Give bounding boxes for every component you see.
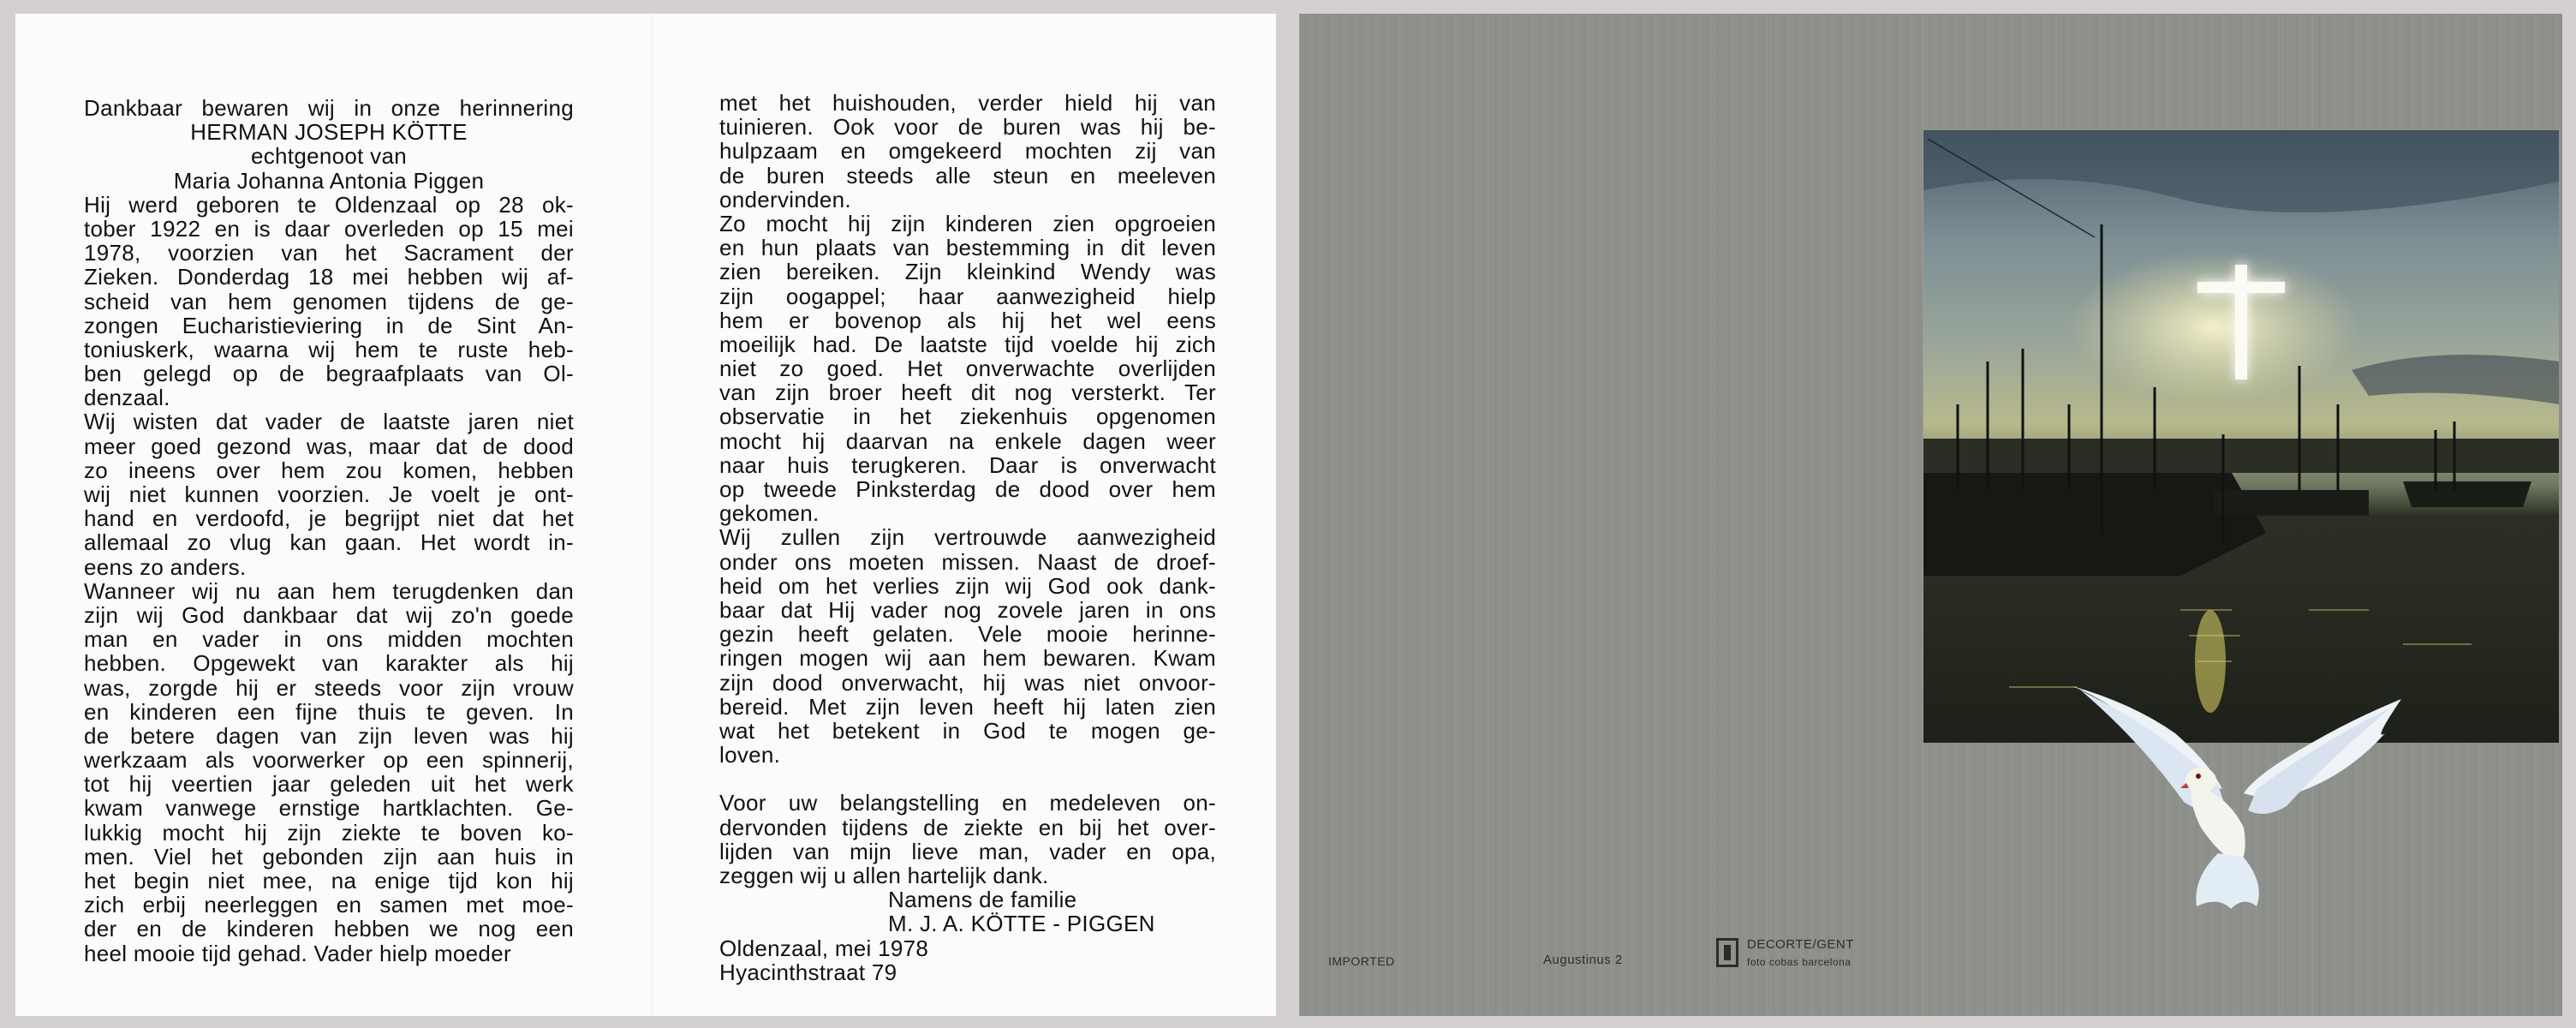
text-line: zich erbij neerleggen en samen met moe- [84, 892, 574, 918]
dedication-line: Dankbaar bewaren wij in onze herinnering [84, 95, 574, 121]
text-line: mocht hij daarvan na enkele dagen weer [719, 427, 1216, 454]
text-line: wat het betekent in God te mogen ge- [719, 717, 1216, 744]
text-line: zijn oogappel; haar aanwezigheid hielp [719, 283, 1216, 309]
text-line: het begin niet mee, na enige tijd kon hij [84, 868, 574, 894]
harbor-sunset-photo [1923, 130, 2559, 743]
dove-icon [2072, 682, 2401, 913]
text-line: eens zo anders. [84, 553, 247, 580]
text-line: wij niet kunnen voorzien. Je voelt je ont- [84, 481, 574, 507]
text-line: met het huishouden, verder hield hij van [719, 90, 1216, 116]
text-line: observatie in het ziekenhuis opgenomen [719, 403, 1216, 430]
text-line: loven. [719, 742, 781, 768]
text-line: van zijn broer heeft dit nog versterkt. Ter [719, 380, 1216, 406]
text-line: denzaal. [84, 385, 170, 411]
thanks-paragraph [719, 791, 1216, 888]
text-line: zijn dood onverwacht, hij was niet onvoor- [719, 669, 1216, 696]
text-line: Wij wisten dat vader de laatste jaren niet [84, 409, 574, 435]
text-line: men. Viel het gebonden zijn aan huis in [84, 843, 574, 870]
spouse-name: Maria Johanna Antonia Piggen [173, 167, 485, 194]
text-line: hem er bovenop als hij het wel eens [719, 307, 1216, 333]
text-line: lijden van mijn lieve man, vader en opa, [719, 838, 1216, 864]
text-line: kwam vanwege ernstige hartklachten. Ge- [84, 795, 574, 822]
text-line: zijn wij God dankbaar dat wij zo'n goede [84, 601, 574, 628]
text-line: Wanneer wij nu aan hem terugdenken dan [84, 577, 574, 604]
text-line: tuinieren. Ook voor de buren was hij be- [719, 114, 1216, 140]
signature-line: Namens de familie [888, 887, 1077, 913]
text-line: de buren steeds alle steun en meeleven [719, 162, 1216, 188]
text-line: gekomen. [719, 500, 820, 527]
publisher-name: DECORTE/GENT [1747, 937, 1854, 952]
biography-text-continued [719, 91, 1216, 767]
text-line: niet zo goed. Het onverwachte overlijden [719, 356, 1216, 382]
text-line: Zieken. Donderdag 18 mei hebben wij af- [84, 264, 574, 290]
text-line: en hun plaats van bestemming in dit leven [719, 235, 1216, 261]
text-column-right [719, 91, 1216, 984]
text-line: 1978, voorzien van het Sacrament der [84, 240, 574, 266]
signature-name: M. J. A. KÖTTE - PIGGEN [888, 911, 1155, 937]
text-line: hebben. Opgewekt van karakter als hij [84, 650, 574, 677]
text-line: Voor uw belangstelling en medeleven on- [719, 790, 1216, 816]
card-model: Augustinus 2 [1543, 953, 1623, 967]
text-line: moeilijk had. De laatste tijd voelde hij zich [719, 331, 1216, 357]
text-line: gezin heeft gelaten. Vele mooie herinne- [719, 621, 1216, 648]
text-line: hulpzaam en omgekeerd mochten zij van [719, 138, 1216, 164]
text-line: werkzaam als voorwerker op een spinnerij, [84, 747, 574, 774]
text-line: meer goed gezond was, maar dat de dood [84, 433, 574, 459]
text-line: tober 1922 en is daar overleden op 15 mei [84, 215, 574, 242]
text-line: was, zorgde hij er steeds voor zijn vrouw [84, 674, 574, 701]
text-line: en kinderen een fijne thuis te geven. In [84, 698, 574, 725]
biography-text [84, 193, 574, 965]
place-date: Oldenzaal, mei 1978 [719, 935, 929, 961]
text-line: der en de kinderen hebben we nog een [84, 916, 574, 942]
spouse-label: echtgenoot van [250, 143, 407, 170]
text-line: Wij zullen zijn vertrouwde aanwezigheid [719, 524, 1216, 551]
text-line: dervonden tijdens de ziekte en bij het over- [719, 814, 1216, 840]
publisher-logo-icon [1716, 938, 1738, 967]
photo-credit: foto cobas barcelona [1747, 956, 1852, 968]
text-line: naar huis terugkeren. Daar is onverwacht [719, 451, 1216, 478]
text-line: Hij werd geboren te Oldenzaal op 28 ok- [84, 191, 574, 218]
text-line: hand en verdoofd, je begrijpt niet dat het [84, 505, 574, 532]
text-line: toniuskerk, waarna wij hem te ruste heb- [84, 336, 574, 362]
text-line: tot hij veertien jaar geleden uit het werk [84, 771, 574, 798]
text-line: de betere dagen van zijn leven was hij [84, 722, 574, 749]
text-line: zongen Eucharistieviering in de Sint An- [84, 312, 574, 338]
text-column-left [84, 96, 574, 965]
text-line: ondervinden. [719, 186, 851, 212]
deceased-name: HERMAN JOSEPH KÖTTE [190, 119, 468, 146]
imported-label: IMPORTED [1328, 954, 1395, 968]
text-line: op tweede Pinksterdag de dood over hem [719, 476, 1216, 502]
text-line: onder ons moeten missen. Naast de droef- [719, 548, 1216, 575]
text-line: zeggen wij u allen hartelijk dank. [719, 863, 1049, 888]
address: Hyacinthstraat 79 [719, 959, 897, 985]
memorial-card-inner [15, 14, 1276, 1016]
text-line: heel mooie tijd gehad. Vader hielp moeder [84, 940, 511, 966]
memorial-card-cover [1299, 14, 2562, 1016]
text-line: allemaal zo vlug kan gaan. Het wordt in- [84, 529, 574, 556]
text-line: bereid. Met zijn leven heeft hij laten zien [719, 693, 1216, 720]
text-line: baar dat Hij vader nog zovele jaren in ons [719, 596, 1216, 623]
text-line: heid om het verlies zijn wij God ook dank- [719, 572, 1216, 599]
text-line: Zo mocht hij zijn kinderen zien opgroeien [719, 210, 1216, 236]
text-line: lukkig mocht hij zijn ziekte te boven ko- [84, 819, 574, 846]
text-line: ringen mogen wij aan hem bewaren. Kwam [719, 645, 1216, 672]
text-line: zo ineens over hem zou komen, hebben [84, 457, 574, 483]
text-line: man en vader in ons midden mochten [84, 626, 574, 653]
text-line: ben gelegd op de begraafplaats van Ol- [84, 361, 574, 387]
text-line: scheid van hem genomen tijdens de ge- [84, 288, 574, 314]
text-line: zien bereiken. Zijn kleinkind Wendy was [719, 259, 1216, 285]
fold-line [651, 14, 653, 1016]
